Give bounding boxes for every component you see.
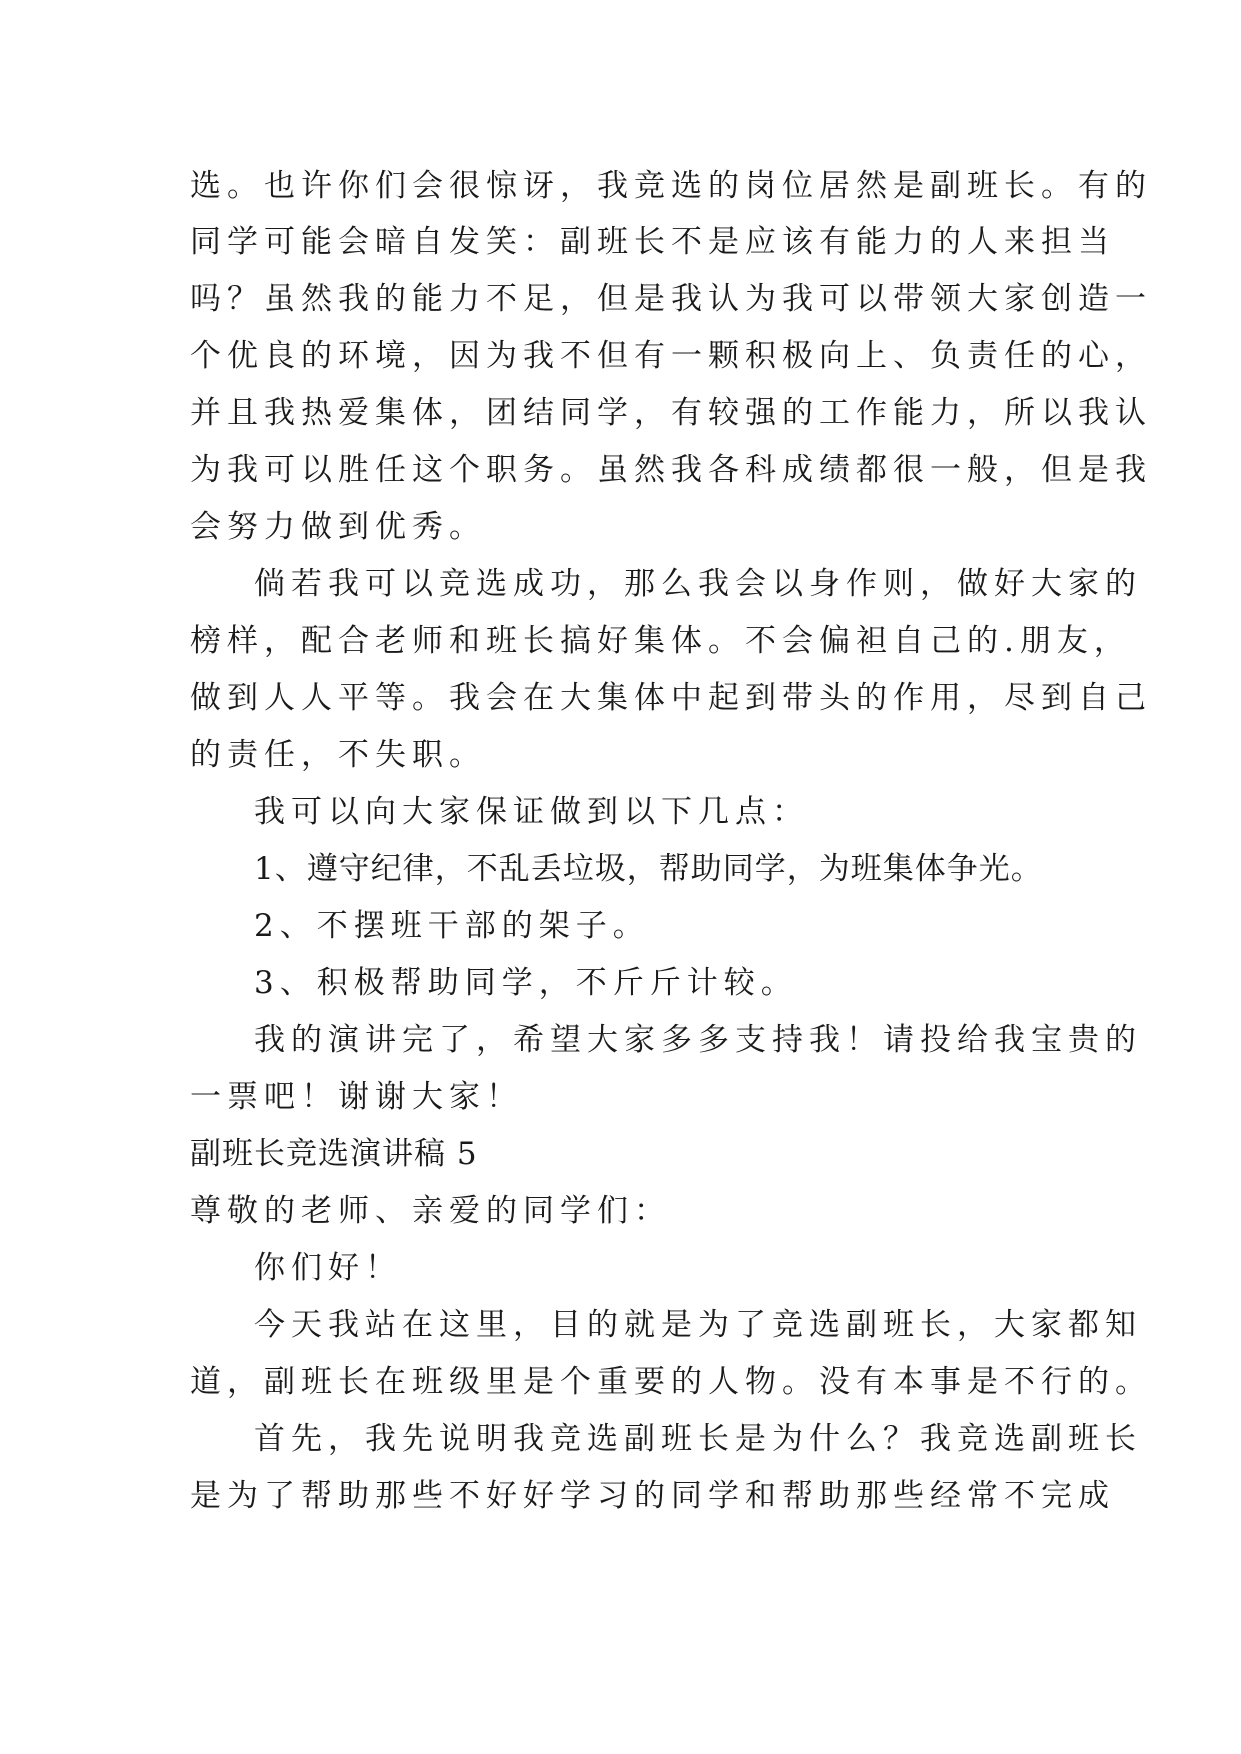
list-item: 1、遵守纪律，不乱丢垃圾，帮助同学，为班集体争光。 <box>254 851 1043 887</box>
greeting: 你们好！ <box>254 1250 402 1286</box>
list-item: 2、不摆班干部的架子。 <box>254 908 650 944</box>
paragraph-line: 倘若我可以竞选成功，那么我会以身作则，做好大家的 <box>254 566 1142 602</box>
paragraph-line: 道，副班长在班级里是个重要的人物。没有本事是不行的。 <box>190 1364 1152 1400</box>
paragraph-line: 首先，我先说明我竞选副班长是为什么？我竞选副班长 <box>254 1421 1142 1457</box>
paragraph-line: 我的演讲完了，希望大家多多支持我！请投给我宝贵的 <box>254 1022 1142 1058</box>
section-heading: 副班长竞选演讲稿 5 <box>190 1136 478 1172</box>
paragraph-line: 会努力做到优秀。 <box>190 509 486 545</box>
paragraph-line: 为我可以胜任这个职务。虽然我各科成绩都很一般，但是我 <box>190 452 1152 488</box>
list-item: 3、积极帮助同学，不斤斤计较。 <box>254 965 798 1001</box>
paragraph-line: 选。也许你们会很惊讶，我竞选的岗位居然是副班长。有的 <box>190 168 1152 204</box>
paragraph-line: 是为了帮助那些不好好学习的同学和帮助那些经常不完成 <box>190 1478 1115 1514</box>
paragraph-line: 做到人人平等。我会在大集体中起到带头的作用，尽到自己 <box>190 680 1152 716</box>
paragraph-line: 的责任，不失职。 <box>190 737 486 773</box>
paragraph-line: 同学可能会暗自发笑：副班长不是应该有能力的人来担当 <box>190 224 1115 260</box>
paragraph-line: 并且我热爱集体，团结同学，有较强的工作能力，所以我认 <box>190 395 1152 431</box>
salutation: 尊敬的老师、亲爱的同学们： <box>190 1193 671 1229</box>
paragraph-line: 吗？虽然我的能力不足，但是我认为我可以带领大家创造一 <box>190 281 1152 317</box>
paragraph-line: 个优良的环境，因为我不但有一颗积极向上、负责任的心， <box>190 338 1152 374</box>
paragraph-line: 榜样，配合老师和班长搞好集体。不会偏袒自己的.朋友， <box>190 623 1131 659</box>
paragraph-line: 今天我站在这里，目的就是为了竞选副班长，大家都知 <box>254 1307 1142 1343</box>
paragraph-line: 一票吧！谢谢大家！ <box>190 1079 523 1115</box>
paragraph-line: 我可以向大家保证做到以下几点： <box>254 794 809 830</box>
